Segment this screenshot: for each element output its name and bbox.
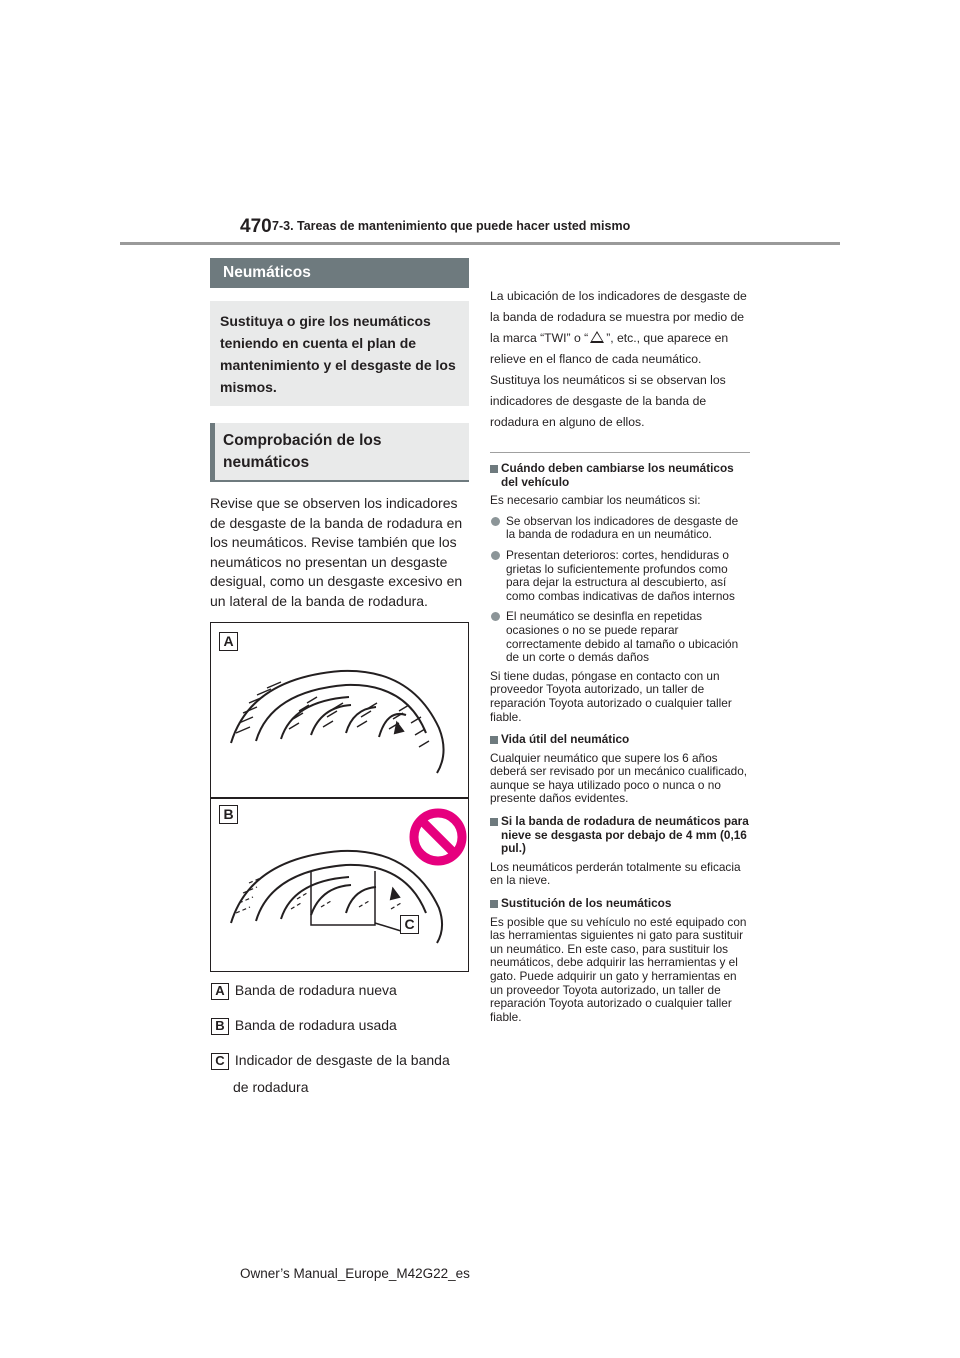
body-text: Revise que se observen los indicadores de desgaste de la banda de rodadura en los neumáticos. Revise también que los neumáticos no presentan un desgaste desigual, como un desgaste excesivo en un lateral de la banda de rodadura. <box>210 495 463 609</box>
legend-key: A <box>211 983 229 1000</box>
list-item: Se observan los indicadores de desgaste de la banda de rodadura en un neumático. <box>490 515 750 542</box>
legend-text: Indicador de desgaste de la banda <box>234 1052 450 1068</box>
replace-text: Es posible que su vehículo no esté equipado con las herramientas siguientes ni gato para sustituir un neumático. En este caso, para sustituir los neumáticos, debe adquirir las herramientas y el gato. Puede adquirir un gato y herramientas en un proveedor Toyota autorizado, un taller de reparación Toyota autorizado o cualquier taller fiable. <box>490 914 747 1024</box>
replace-block <box>490 897 750 1024</box>
intro-text <box>490 286 750 433</box>
snow-text: Los neumáticos perderán totalmente su eficacia en la nieve. <box>490 859 741 888</box>
footer-text: Owner’s Manual_Europe_M42G22_es <box>240 1266 470 1281</box>
intro-part-2: ”, etc., que aparece en relieve en el flanco de cada neumático. <box>490 331 729 366</box>
chapter-title: 7-3. Tareas de mantenimiento que puede hacer usted mismo <box>272 219 631 233</box>
legend-item-a <box>211 982 397 1000</box>
header-rule <box>120 242 840 245</box>
intro-part-1: La ubicación de los indicadores de desgaste de la banda de rodadura se muestra por medio de la marca “TWI” o “ <box>490 289 747 345</box>
life-text: Cualquier neumático que supere los 6 años deberá ser revisado por un mecánico cualificado, aunque se haya utilizado poco o nunca o no presente daños evidentes. <box>490 750 748 806</box>
when-heading: Cuándo deben cambiarse los neumáticos del vehículo <box>490 462 750 489</box>
figure-label-c: C <box>400 915 419 934</box>
figure-label-b: B <box>219 805 238 824</box>
figure-label-a: A <box>219 632 238 651</box>
legend-item-b <box>211 1017 397 1035</box>
subheading: Comprobación de los neumáticos <box>210 423 469 482</box>
legend-key: B <box>211 1018 229 1035</box>
when-block <box>490 462 750 724</box>
right-column <box>490 286 750 1024</box>
list-item: Presentan deterioros: cortes, hendiduras o grietas lo suficientemente profundos como para dejar la estructura al descubierto, así como combas indicativas de daños internos <box>490 549 750 603</box>
replace-heading: Sustitución de los neumáticos <box>490 897 750 911</box>
section-title: Neumáticos <box>210 258 469 288</box>
worn-tire-illustration <box>211 623 468 971</box>
snow-heading: Si la banda de rodadura de neumáticos para nieve se desgasta por debajo de 4 mm (0,16 pul.) <box>490 815 750 856</box>
left-column <box>210 258 469 611</box>
legend-text: Banda de rodadura nueva <box>234 982 397 998</box>
legend-item-c-continued: de rodadura <box>233 1079 309 1095</box>
prohibited-icon <box>414 813 462 861</box>
life-block <box>490 733 750 806</box>
tire-figure <box>210 622 469 972</box>
page-number: 470 <box>240 216 272 237</box>
legend-item-c <box>211 1052 450 1070</box>
life-heading: Vida útil del neumático <box>490 733 750 747</box>
legend-key: C <box>211 1053 229 1070</box>
summary-box: Sustituya o gire los neumáticos teniendo en cuenta el plan de mantenimiento y el desgaste de los mismos. <box>210 301 469 406</box>
legend-text: Banda de rodadura usada <box>234 1017 397 1033</box>
when-note: Si tiene dudas, póngase en contacto con un proveedor Toyota autorizado, un taller de reparación Toyota autorizado o cualquier taller fiable. <box>490 668 732 724</box>
snow-block <box>490 815 750 888</box>
list-item: El neumático se desinfla en repetidas ocasiones o no se puede reparar correctamente debido al tamaño o ubicación de un corte o demás daños <box>490 610 750 664</box>
triangle-icon <box>590 331 604 343</box>
section-rule <box>490 452 750 453</box>
when-intro: Es necesario cambiar los neumáticos si: <box>490 493 701 508</box>
intro-part-3: Sustituya los neumáticos si se observan los indicadores de desgaste de la banda de rodadura en alguno de ellos. <box>490 373 726 429</box>
